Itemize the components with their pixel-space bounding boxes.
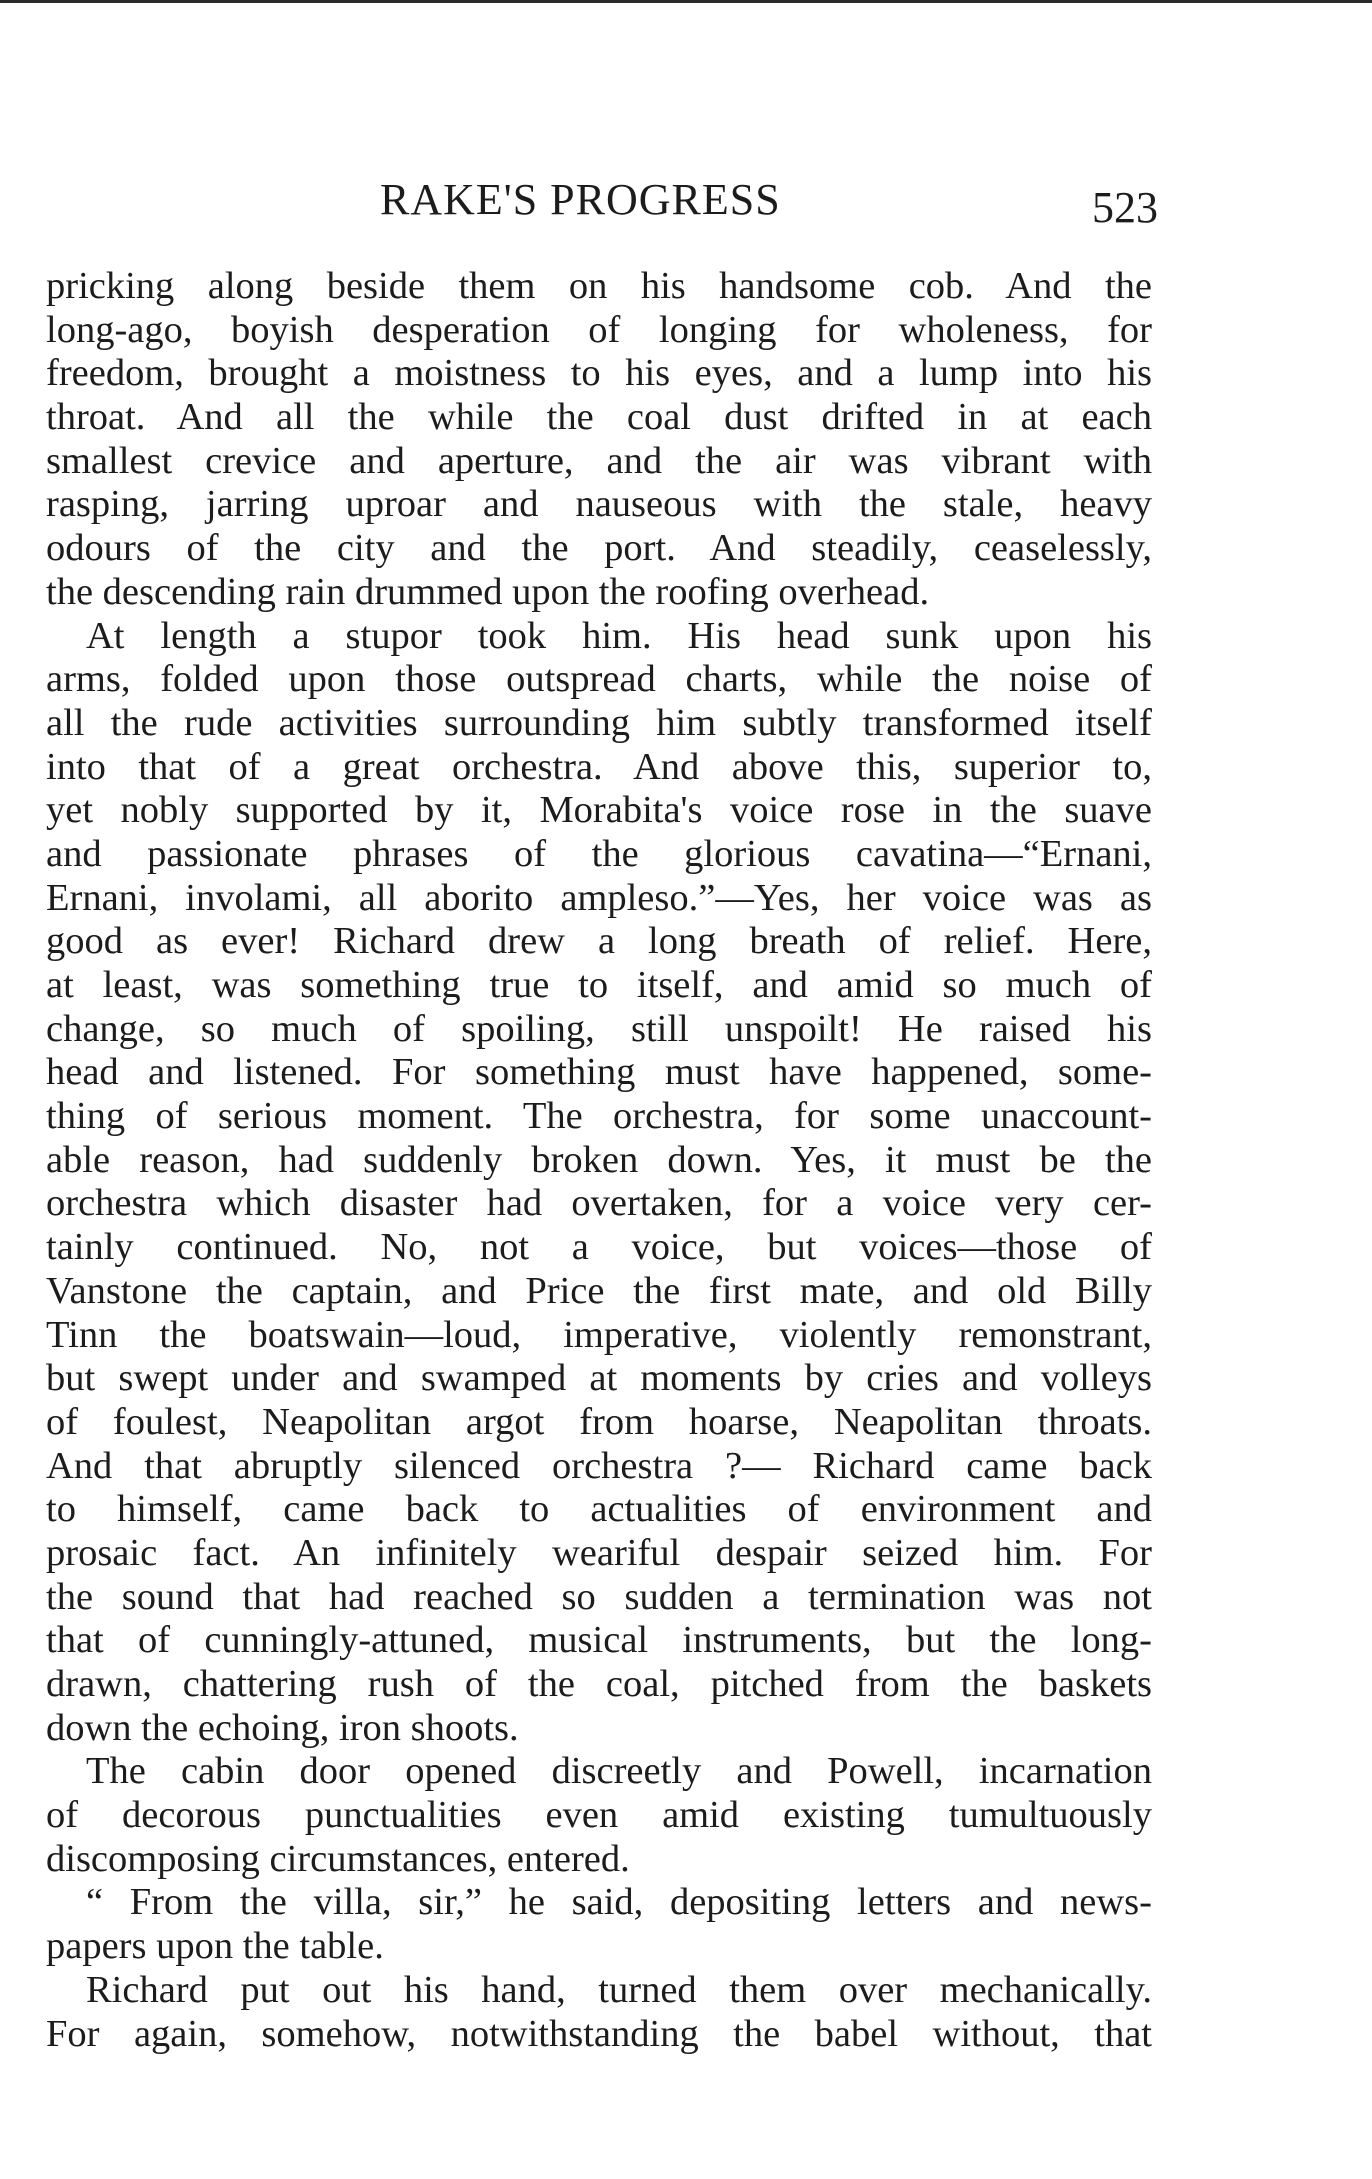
text-line: the sound that had reached so sudden a termination was not [46, 1575, 1152, 1618]
text-line: long-ago, boyish desperation of longing for wholeness, for [46, 308, 1152, 351]
text-line: Tinn the boatswain—loud, imperative, violently remonstrant, [46, 1313, 1152, 1356]
text-line: And that abruptly silenced orchestra ?— Richard came back [46, 1444, 1152, 1487]
text-line: discomposing circumstances, entered. [46, 1837, 630, 1880]
text-line: to himself, came back to actualities of environment and [46, 1488, 1152, 1531]
text-line: able reason, had suddenly broken down. Yes, it must be the [46, 1138, 1152, 1181]
text-line: The cabin door opened discreetly and Powell, incarnation [86, 1750, 1152, 1793]
text-line: down the echoing, iron shoots. [46, 1706, 519, 1749]
text-line: freedom, brought a moistness to his eyes, and a lump into his [46, 352, 1152, 395]
text-line: into that of a great orchestra. And above this, superior to, [46, 745, 1152, 788]
text-line: “ From the villa, sir,” he said, depositing letters and news- [86, 1881, 1152, 1924]
text-line: prosaic fact. An infinitely weariful despair seized him. For [46, 1531, 1152, 1574]
text-line: but swept under and swamped at moments by cries and volleys [46, 1357, 1152, 1400]
text-line: yet nobly supported by it, Morabita's voice rose in the suave [46, 789, 1152, 832]
page-number: 523 [1092, 183, 1158, 232]
text-line: change, so much of spoiling, still unspoilt! He raised his [46, 1007, 1152, 1050]
text-line: of foulest, Neapolitan argot from hoarse, Neapolitan throats. [46, 1400, 1152, 1443]
text-line: Vanstone the captain, and Price the first mate, and old Billy [46, 1269, 1152, 1312]
text-line: papers upon the table. [46, 1925, 384, 1968]
text-line: and passionate phrases of the glorious cavatina—“Ernani, [46, 832, 1152, 875]
text-line: At length a stupor took him. His head sunk upon his [86, 614, 1152, 657]
text-line: of decorous punctualities even amid existing tumultuously [46, 1794, 1152, 1837]
text-line: For again, somehow, notwithstanding the babel without, that [46, 2012, 1152, 2055]
text-line: arms, folded upon those outspread charts, while the noise of [46, 658, 1152, 701]
body-text [46, 265, 1152, 2056]
text-line: thing of serious moment. The orchestra, for some unaccount- [46, 1095, 1152, 1138]
running-title: RAKE'S PROGRESS [380, 175, 781, 224]
text-line: odours of the city and the port. And steadily, ceaselessly, [46, 527, 1152, 570]
text-line: all the rude activities surrounding him subtly transformed itself [46, 701, 1152, 744]
text-line: that of cunningly-attuned, musical instruments, but the long- [46, 1619, 1152, 1662]
text-line: good as ever! Richard drew a long breath of relief. Here, [46, 920, 1152, 963]
page-top-rule [0, 0, 1372, 3]
text-line: tainly continued. No, not a voice, but voices—those of [46, 1226, 1152, 1269]
text-line: the descending rain drummed upon the roofing overhead. [46, 570, 930, 613]
text-line: at least, was something true to itself, and amid so much of [46, 964, 1152, 1006]
text-line: orchestra which disaster had overtaken, for a voice very cer- [46, 1182, 1152, 1225]
text-line: drawn, chattering rush of the coal, pitched from the baskets [46, 1663, 1152, 1705]
text-line: Ernani, involami, all aborito ampleso.”—Yes, her voice was as [46, 876, 1152, 919]
text-line: head and listened. For something must have happened, some- [46, 1051, 1152, 1094]
text-line: throat. And all the while the coal dust drifted in at each [46, 396, 1152, 439]
running-head [0, 168, 1372, 232]
text-line: pricking along beside them on his handsome cob. And the [46, 265, 1152, 307]
text-line: Richard put out his hand, turned them over mechanically. [86, 1968, 1152, 2011]
text-line: smallest crevice and aperture, and the air was vibrant with [46, 439, 1152, 482]
text-line: rasping, jarring uproar and nauseous with the stale, heavy [46, 483, 1152, 526]
